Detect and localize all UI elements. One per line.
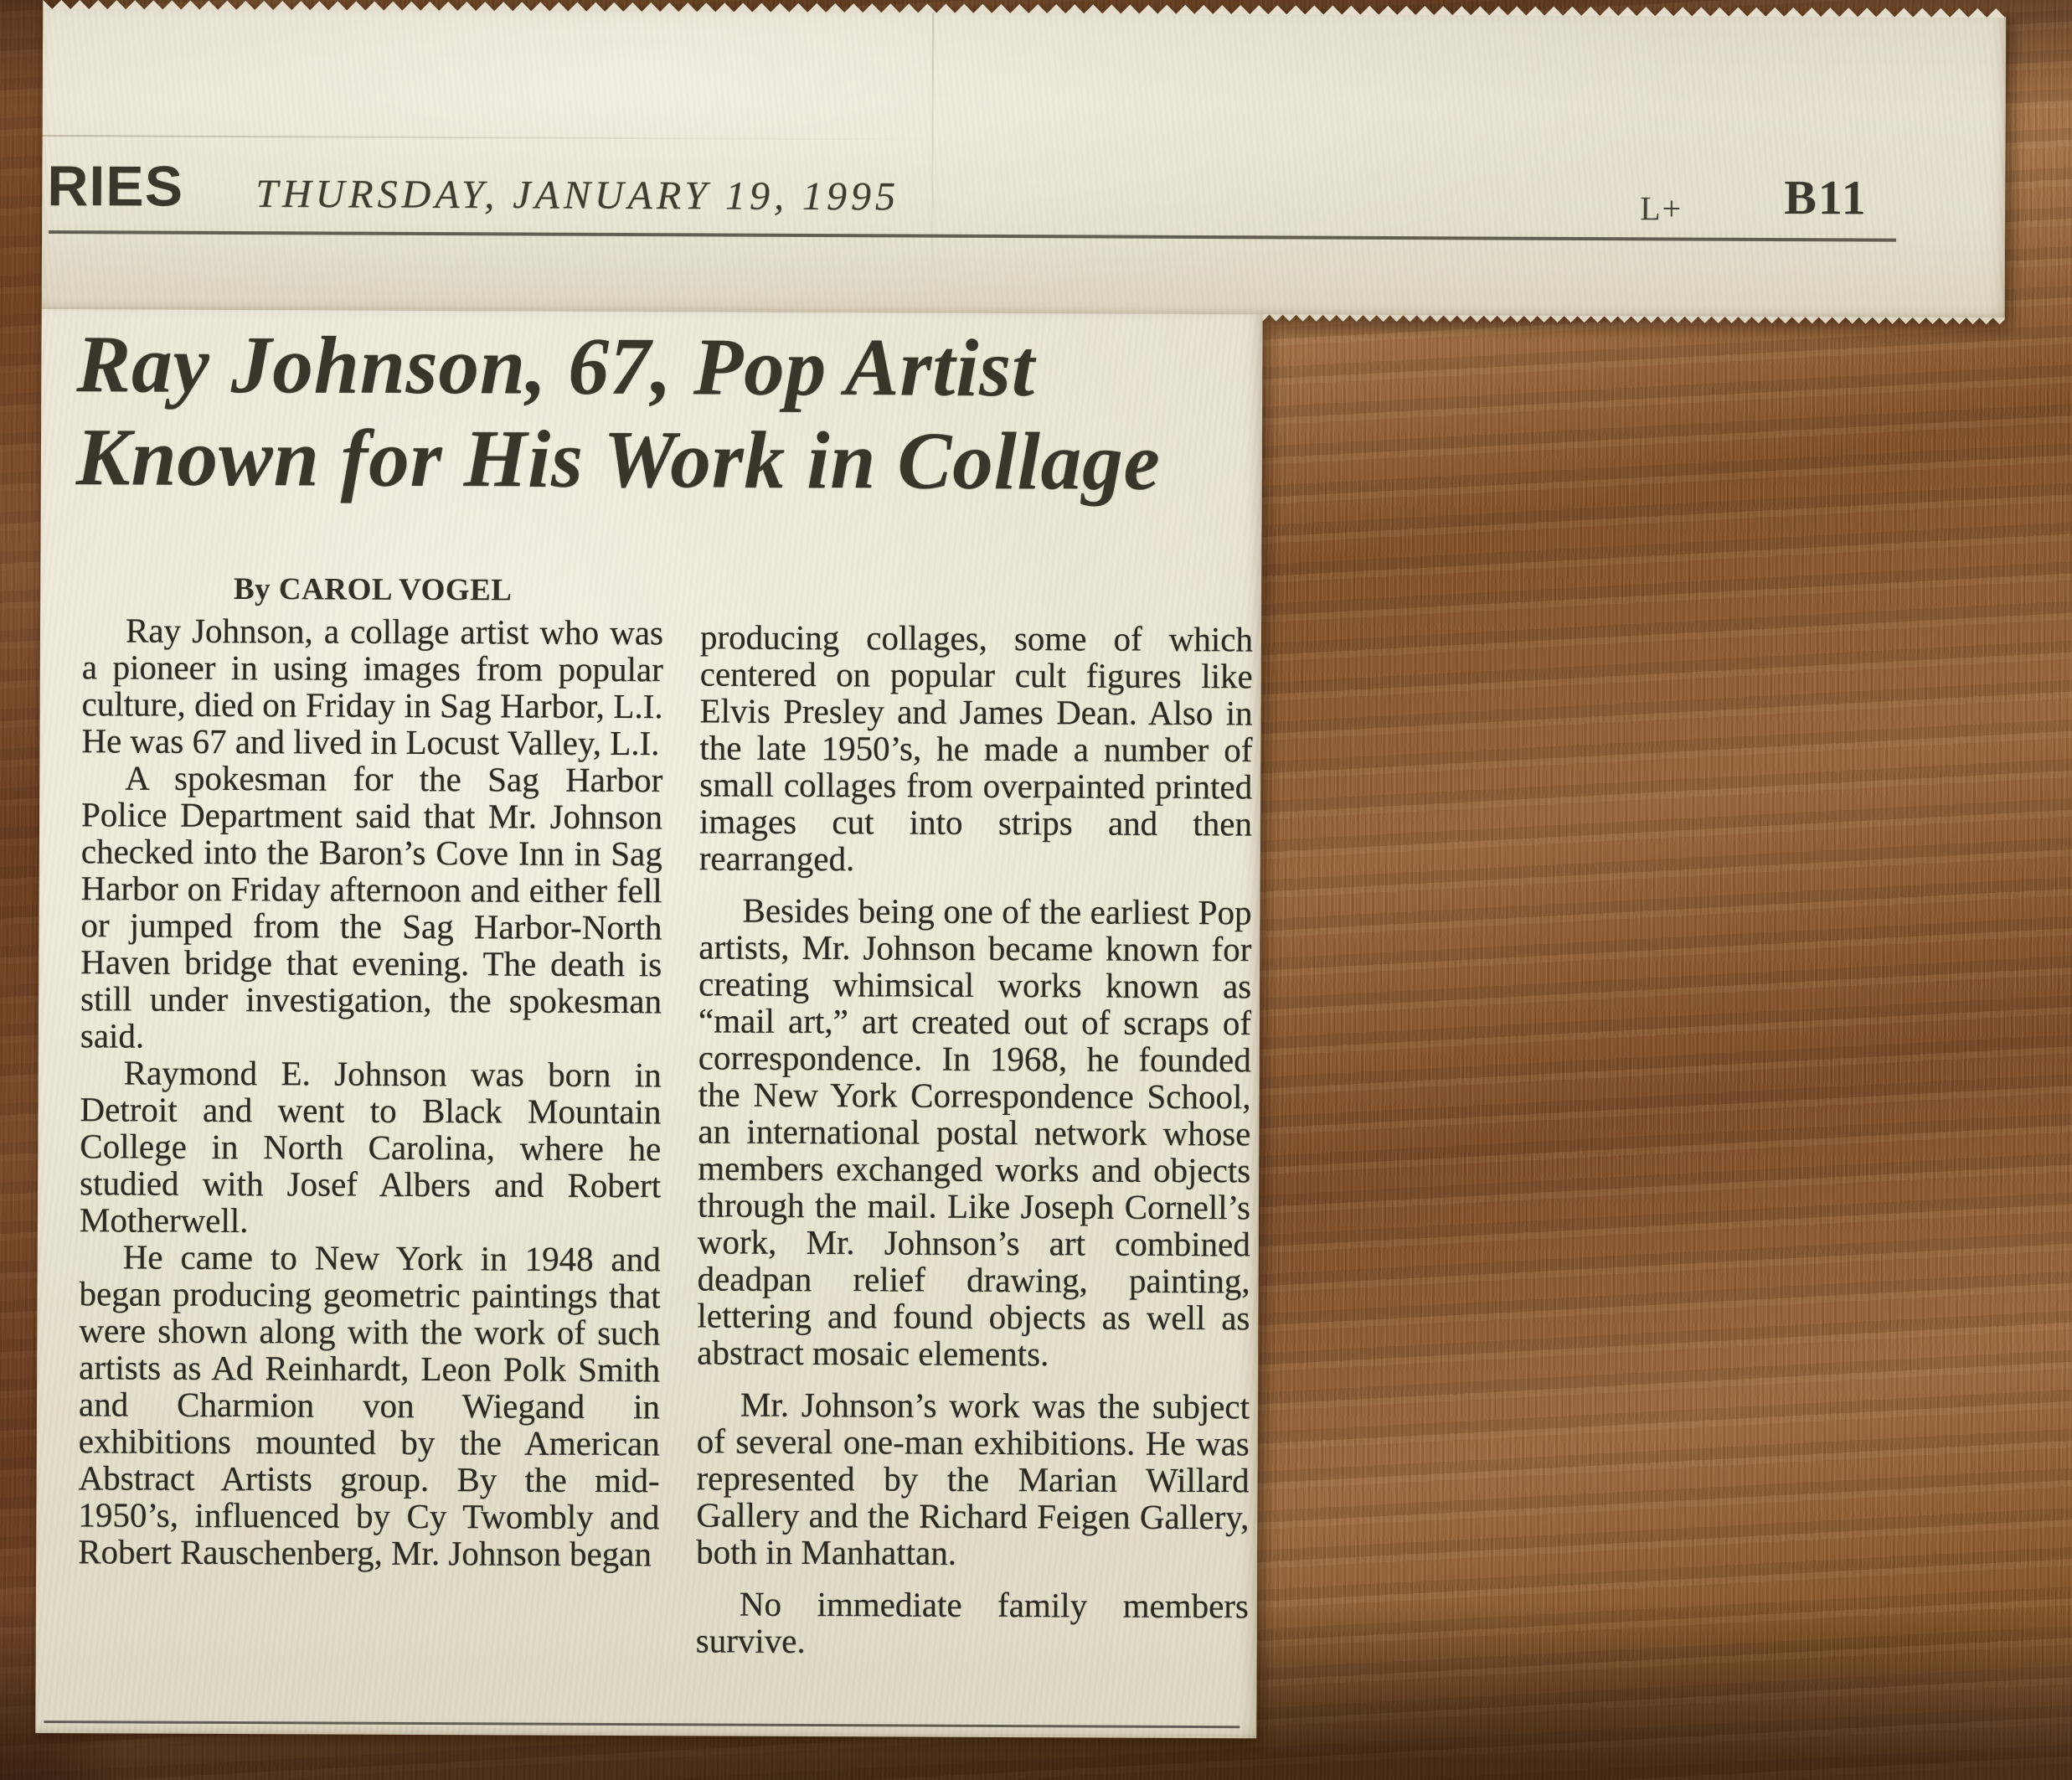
crease-line: [43, 135, 946, 141]
byline: By CAROL VOGEL: [233, 571, 513, 608]
article-column-right: [696, 618, 1253, 1661]
article-paragraph: Mr. Johnson’s work was the subject of several one-man exhibitions. He was represented by the Marian Willard Gallery and the Richard Feigen Gallery, both in Manhattan.: [696, 1385, 1250, 1572]
headline-line-1: Ray Johnson, 67, Pop Artist: [76, 319, 1036, 414]
headline-line-2: Known for His Work in Collage: [75, 412, 1161, 507]
article-column-left: [78, 611, 663, 1572]
page-number: B11: [1784, 170, 1868, 225]
perforated-cut-edge: [1263, 314, 2005, 325]
headline: [76, 317, 1250, 508]
header-rule: [49, 230, 1896, 242]
edition-mark: L+: [1640, 189, 1683, 228]
torn-edge: [43, 0, 2006, 18]
clipping-header-strip: [42, 9, 2007, 317]
clipping-article: [35, 309, 1262, 1738]
section-label: RIES: [47, 154, 184, 219]
article-paragraph: He came to New York in 1948 and began producing geometric paintings that were shown along with the work of such artists as Ad Reinhardt, Leon Polk Smith and Charmion von Wiegand in exhibitions mounted by the American Abstract Artists group. By the mid-1950’s, influenced by Cy Twombly and Robert Rauschenberg, Mr. Johnson began: [78, 1237, 661, 1574]
issue-date: THURSDAY, JANUARY 19, 1995: [255, 172, 900, 219]
article-paragraph: Besides being one of the earliest Pop artists, Mr. Johnson became known for creating whimsical works known as “mail art,” art created out of scraps of correspondence. In 1968, he founded the New York Correspondence School, an international postal network whose members exchanged works and objects through the mail. Like Joseph Cornell’s work, Mr. Johnson’s art combined deadpan relief drawing, painting, lettering and found objects as well as abstract mosaic elements.: [697, 890, 1252, 1374]
article-paragraph: A spokesman for the Sag Harbor Police Department said that Mr. Johnson checked into the Baron’s Cove Inn in Sag Harbor on Friday afternoon and either fell or jumped from the Sag Harbor-North Haven bridge that evening. The death is still under investigation, the spokesman said.: [80, 758, 663, 1055]
article-paragraph: Ray Johnson, a collage artist who was a pioneer in using images from popular culture, died on Friday in Sag Harbor, L.I. He was 67 and lived in Locust Valley, L.I.: [81, 611, 664, 763]
article-paragraph: Raymond E. Johnson was born in Detroit and went to Black Mountain College in North Carolina, where he studied with Josef Albers and Robert Motherwell.: [79, 1053, 662, 1241]
crease-line: [931, 13, 935, 313]
article-paragraph: No immediate family members survive.: [695, 1584, 1250, 1660]
bottom-rule: [44, 1721, 1240, 1728]
article-paragraph: producing collages, some of which centered on popular cult figures like Elvis Presley and James Dean. Also in the late 1950’s, he made a number of small collages from overpainted printed images cut into strips and then rearranged.: [698, 617, 1254, 879]
